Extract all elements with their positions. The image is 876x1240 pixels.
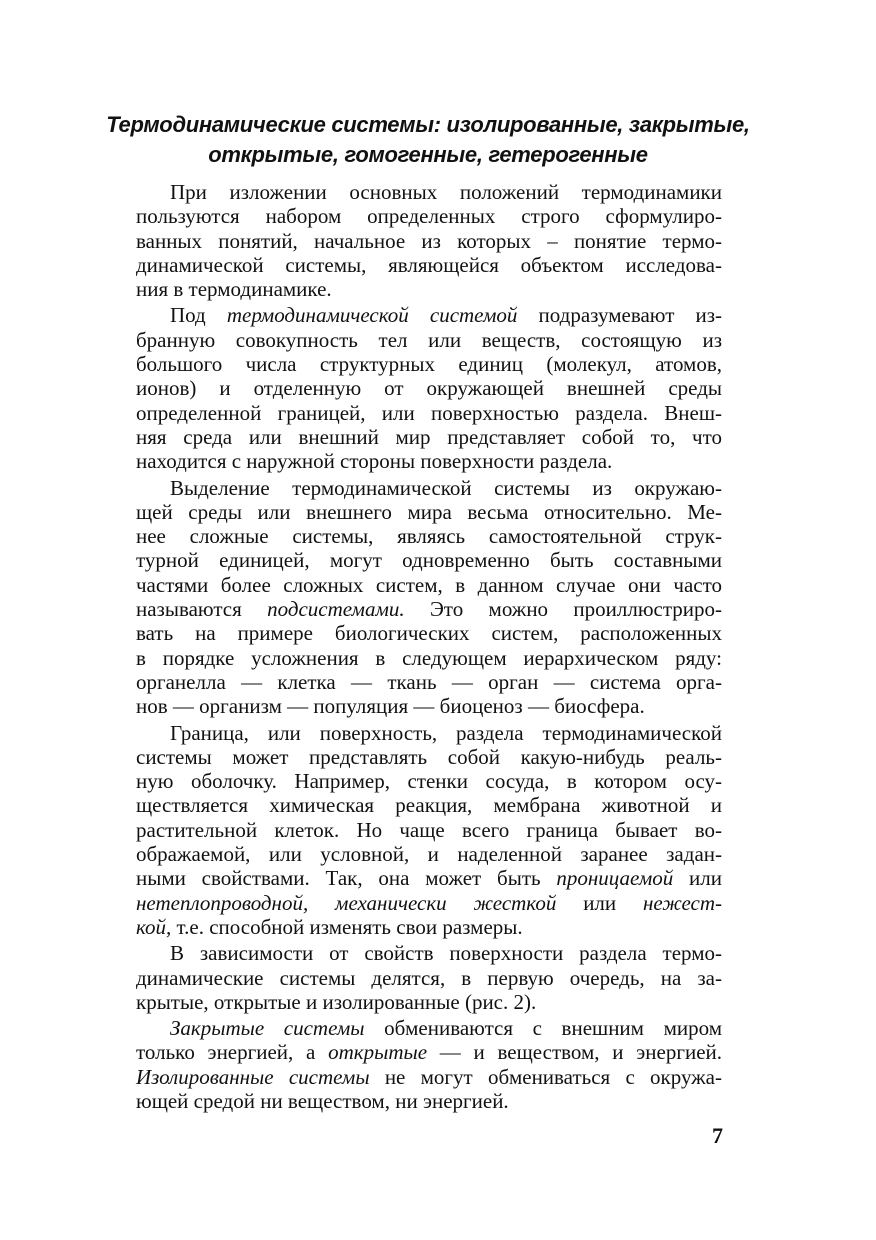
italic-term: кой,: [136, 914, 172, 939]
text-line: [136, 694, 722, 718]
text-line: [136, 500, 722, 524]
text-run: Граница, или поверхность, раздела термодинамической: [170, 720, 722, 745]
italic-term: проницаемой: [556, 866, 674, 891]
text-run: большого числа структурных единиц (молекул, атомов,: [136, 352, 722, 377]
text-run: органелла — клетка — ткань — орган — система орга-: [136, 669, 722, 694]
text-run: нее сложные системы, являясь самостоятельной струк-: [136, 524, 722, 549]
text-run: только энергией, а: [136, 1040, 329, 1065]
text-run: крытые, открытые и изолированные (рис. 2).: [136, 989, 537, 1014]
text-run: определенной границей, или поверхностью раздела. Внеш-: [136, 400, 722, 425]
text-run: ванных понятий, начальное из которых – понятие термо-: [136, 228, 722, 253]
section-heading: [100, 110, 756, 170]
text-line: [136, 229, 722, 253]
text-line: [136, 1040, 722, 1064]
text-run: т.е. способной изменять свои размеры.: [171, 914, 523, 939]
text-run: ными свойствами. Так, она может быть: [136, 866, 557, 891]
text-line: [136, 253, 722, 277]
text-run: ния в термодинамике.: [136, 277, 332, 302]
text-line: [136, 1089, 722, 1113]
text-line: [136, 1065, 722, 1089]
text-line: [136, 990, 722, 1014]
text-run: динамические системы делятся, в первую очередь, на за-: [136, 965, 722, 990]
text-line: [136, 597, 722, 621]
text-run: частями более сложных систем, в данном случае они часто: [136, 572, 722, 597]
text-line: [136, 966, 722, 990]
text-line: [136, 793, 722, 817]
text-run: динамической системы, являющейся объектом исследова-: [136, 252, 722, 277]
text-run: подразумевают из-: [517, 303, 723, 328]
text-run: системы может представлять собой какую-нибудь реаль-: [136, 744, 722, 769]
text-run: вать на примере биологических систем, расположенных: [136, 621, 722, 646]
text-line: [136, 303, 722, 327]
text-run: ную оболочку. Например, стенки сосуда, в котором осу-: [136, 769, 722, 794]
text-line: [136, 401, 722, 425]
text-line: [136, 548, 722, 572]
section-heading-line-1: Термодинамические системы: изолированные, закрытые,: [106, 112, 750, 137]
text-line: [136, 721, 722, 745]
text-line: [136, 425, 722, 449]
text-run: турной единицей, могут одновременно быть составными: [136, 548, 722, 573]
text-run: Это можно проиллюстриро-: [404, 597, 723, 622]
text-line: [136, 818, 722, 842]
text-run: ществляется химическая реакция, мембрана животной и: [136, 793, 722, 818]
italic-term: термодинамической системой: [226, 303, 518, 328]
text-run: — и веществом, и энергией.: [427, 1040, 722, 1065]
text-line: [136, 1016, 722, 1040]
text-run: называются: [136, 597, 268, 622]
text-run: растительной клеток. Но чаще всего граница бывает во-: [136, 817, 722, 842]
italic-term: Закрытые системы: [170, 1016, 365, 1041]
text-run: В зависимости от свойств поверхности раздела термо-: [170, 941, 722, 966]
text-line: [136, 376, 722, 400]
text-line: [136, 941, 722, 965]
text-line: [136, 476, 722, 500]
section-heading-line-2: открытые, гомогенные, гетерогенные: [208, 142, 648, 167]
text-run: ионов) и отделенную от окружающей внешней среды: [136, 376, 722, 401]
text-run: нов — организм — популяция — биоценоз — биосфера.: [136, 694, 645, 719]
text-run: ображаемой, или условной, и наделенной заранее задан-: [136, 842, 722, 867]
text-run: щей среды или внешнего мира весьма относительно. Ме-: [136, 499, 722, 524]
text-run: Под: [170, 303, 227, 328]
text-run: пользуются набором определенных строго сформулиро-: [136, 204, 722, 229]
text-line: [136, 646, 722, 670]
text-line: [136, 621, 722, 645]
paragraph: [136, 303, 722, 473]
text-run: не могут обмениваться с окружа-: [369, 1064, 722, 1089]
paragraph: [136, 721, 722, 940]
text-run: находится с наружной стороны поверхности раздела.: [136, 449, 613, 474]
text-line: [136, 204, 722, 228]
italic-term: нежест-: [643, 890, 722, 915]
text-line: [136, 180, 722, 204]
text-line: [136, 866, 722, 890]
text-line: [136, 915, 722, 939]
text-line: [136, 769, 722, 793]
body-text: [136, 180, 722, 1115]
text-line: [136, 670, 722, 694]
text-run: в порядке усложнения в следующем иерархическом ряду:: [136, 645, 722, 670]
text-line: [136, 842, 722, 866]
page-number: 7: [712, 1123, 723, 1148]
paragraph: [136, 180, 722, 301]
text-line: [136, 328, 722, 352]
paragraph: [136, 1016, 722, 1113]
text-run: Выделение термодинамической системы из окружаю-: [170, 475, 722, 500]
text-run: или: [556, 890, 643, 915]
italic-term: подсистемами.: [267, 597, 405, 622]
text-line: [136, 573, 722, 597]
text-line: [136, 277, 722, 301]
paragraph: [136, 476, 722, 719]
italic-term: Изолированные системы: [136, 1064, 370, 1089]
text-line: [136, 891, 722, 915]
text-line: [136, 524, 722, 548]
text-line: [136, 745, 722, 769]
text-run: ющей средой ни веществом, ни энергией.: [136, 1088, 509, 1113]
text-run: обмениваются с внешним миром: [364, 1016, 723, 1041]
italic-term: открытые: [328, 1040, 428, 1065]
text-run: или: [673, 866, 722, 891]
text-line: [136, 449, 722, 473]
text-run: няя среда или внешний мир представляет собой то, что: [136, 424, 722, 449]
paragraph: [136, 941, 722, 1014]
text-run: бранную совокупность тел или веществ, состоящую из: [136, 327, 722, 352]
italic-term: нетеплопроводной, механически жесткой: [136, 890, 557, 915]
text-run: При изложении основных положений термодинамики: [170, 180, 722, 204]
text-line: [136, 352, 722, 376]
